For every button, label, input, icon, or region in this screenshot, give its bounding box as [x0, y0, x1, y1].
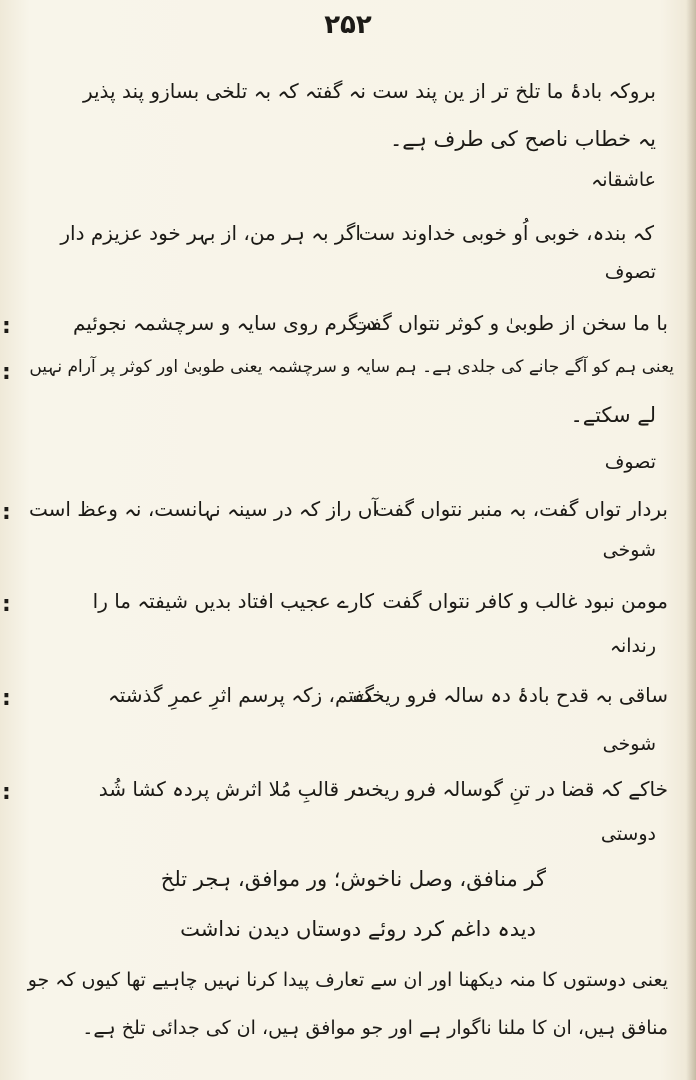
verse-line-1b: بروکہ بادۂ ما تلخ تر از ین پند ست	[372, 79, 656, 103]
section-heading: تصوف	[604, 451, 656, 473]
verse-line-2b: کہ بندہ، خوبی اُو خوبی خداوند ست	[358, 221, 654, 245]
section-heading: رندانہ	[609, 635, 656, 657]
verse-line-6a: گفتم، زکہ پرسم اثرِ عمرِ گذشتہ	[107, 683, 374, 707]
verse-line-7a: در قالبِ مُلا اثرش پردہ کشا شُد	[98, 777, 364, 801]
section-heading: تصوف	[604, 261, 656, 283]
verse-line-5a: کارے عجیب افتاد بدیں شیفتہ ما را	[92, 589, 374, 613]
prose-line: لے سکتے۔	[570, 403, 656, 427]
verse-line-3b: با ما سخن از طوبیٰ و کوثر نتواں گفت	[352, 311, 668, 335]
section-heading: شوخی	[602, 539, 656, 561]
prose-line: یہ خطاب ناصح کی طرف ہے۔	[389, 127, 656, 151]
margin-mark: :	[2, 780, 11, 805]
prose-line: منافق ہیں، ان کا ملنا ناگوار ہے اور جو موافق ہیں، ان کی جدائی تلخ ہے۔	[82, 1017, 668, 1039]
verse-line-4a: آں راز کہ در سینہ نہانست، نہ وعظ است	[28, 497, 378, 521]
margin-mark: :	[2, 360, 11, 385]
margin-mark: :	[2, 592, 11, 617]
section-heading: دوستی	[600, 823, 656, 845]
margin-mark: :	[2, 314, 11, 339]
page-number: ۲۵۲	[324, 10, 372, 40]
margin-mark: :	[2, 686, 11, 711]
verse-line-6b: ساقی بہ قدح بادۂ دہ سالہ فرو ریخت	[352, 683, 668, 707]
section-heading: شوخی	[602, 733, 656, 755]
verse-line-8b: دیدہ داغم کرد روئے دوستاں دیدن نداشت	[180, 917, 536, 941]
verse-line-8a: گر منافق، وصل ناخوش؛ ور موافق، ہجر تلخ	[160, 867, 546, 891]
verse-line-3a: درگرم روی سایہ و سرچشمہ نجوئیم	[72, 311, 376, 335]
verse-line-7b: خاکے کہ قضا در تنِ گوسالہ فرو ریخت	[351, 777, 668, 801]
prose-line: یعنی ہم کو آگے جانے کی جلدی ہے۔ ہم سایہ و سرچشمہ یعنی طوبیٰ اور کوثر پر آرام نہیں	[29, 357, 674, 377]
prose-line: یعنی دوستوں کا منہ دیکھنا اور ان سے تعارف پیدا کرنا نہیں چاہیے تھا کیوں کہ جو	[27, 969, 668, 991]
margin-mark: :	[2, 500, 11, 525]
page-spine-shadow	[686, 0, 696, 1080]
verse-line-4b: بردار تواں گفت، بہ منبر نتواں گفت	[374, 497, 668, 521]
verse-line-5b: مومن نبود غالب و کافر نتواں گفت	[382, 589, 668, 613]
section-heading: عاشقانہ	[591, 169, 656, 191]
verse-line-2a: اگر بہ ہر من، از بہر خود عزیزم دار	[60, 221, 361, 245]
verse-line-1a: نہ گفتہ کہ بہ تلخی بسازو پند پذیر	[82, 79, 366, 103]
